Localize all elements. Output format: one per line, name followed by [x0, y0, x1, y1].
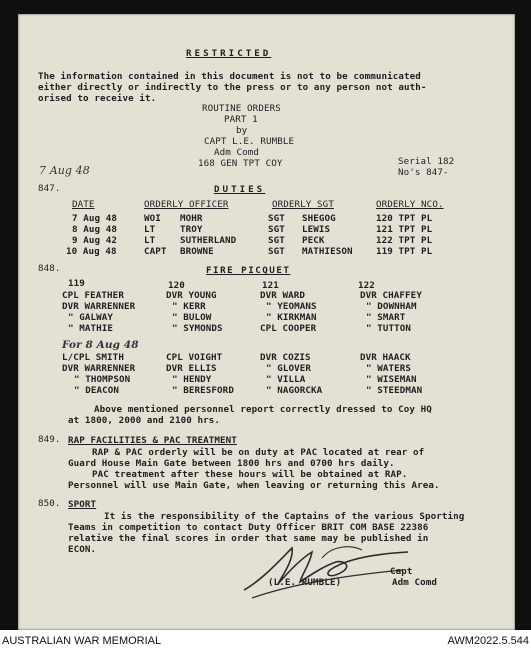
order-849-number: 849. — [38, 434, 61, 445]
order-849-line-3: PAC treatment after these hours will be obtained at RAP. — [92, 469, 408, 480]
duty-row-3-sgt: PECK — [302, 235, 325, 246]
picquet-2-r3-c2: " HENDY — [172, 374, 212, 385]
duty-row-2-nco: 121 TPT PL — [376, 224, 433, 235]
picquet-1-r1-c1: CPL FEATHER — [62, 290, 124, 301]
picquet-2-r4-c3: " NAGORCKA — [266, 385, 323, 396]
platoon-122: 122 — [358, 280, 375, 291]
picquet-2-r4-c1: " DEACON — [74, 385, 120, 396]
picquet-2-r2-c4: " WATERS — [366, 363, 412, 374]
picquet-2-r3-c4: " WISEMAN — [366, 374, 417, 385]
footer-bar — [0, 630, 531, 653]
picquet-1-r4-c3: CPL COOPER — [260, 323, 317, 334]
order-850-line-2: Teams in competition to contact Duty Officer BRIT COM BASE 22386 — [68, 522, 429, 533]
duties-header-officer: ORDERLY OFFICER — [144, 199, 229, 210]
footer-source-label: AUSTRALIAN WAR MEMORIAL — [2, 635, 162, 647]
heading-name: CAPT L.E. RUMBLE — [204, 136, 295, 147]
notice-line-2: either directly or indirectly to the press or to any person not auth- — [38, 82, 427, 93]
picquet-1-r1-c4: DVR CHAFFEY — [360, 290, 422, 301]
duty-row-1-date: 7 Aug 48 — [72, 213, 118, 224]
duty-row-4-officer: BROWNE — [180, 246, 214, 257]
duty-row-3-rank: LT — [144, 235, 156, 246]
duty-row-2-sgt-rank: SGT — [268, 224, 285, 235]
order-848-title: FIRE PICQUET — [206, 265, 291, 276]
picquet-2-r1-c2: CPL VOIGHT — [166, 352, 223, 363]
picquet-1-r2-c3: " YEOMANS — [266, 301, 317, 312]
heading-routine-orders: ROUTINE ORDERS — [202, 103, 281, 114]
order-849-line-2: Guard House Main Gate between 1800 hrs and 0700 hrs daily. — [68, 458, 395, 469]
picquet-report-line-1: Above mentioned personnel report correctly dressed to Coy HQ — [94, 404, 432, 415]
serial-number: Serial 182 — [398, 156, 455, 167]
duties-header-nco: ORDERLY NCO. — [376, 199, 444, 210]
picquet-1-r1-c2: DVR YOUNG — [166, 290, 217, 301]
duty-row-4-date: 10 Aug 48 — [66, 246, 117, 257]
duty-row-2-rank: LT — [144, 224, 156, 235]
picquet-1-r2-c2: " KERR — [172, 301, 206, 312]
duty-row-2-sgt: LEWIS — [302, 224, 331, 235]
order-849-line-1: RAP & PAC orderly will be on duty at PAC located at rear of — [92, 447, 425, 458]
picquet-2-r2-c1: DVR WARRENNER — [62, 363, 136, 374]
heading-by: by — [236, 125, 248, 136]
picquet-1-r4-c2: " SYMONDS — [172, 323, 223, 334]
duty-row-1-nco: 120 TPT PL — [376, 213, 433, 224]
platoon-120: 120 — [168, 280, 185, 291]
date-handwritten: 7 Aug 48 — [39, 164, 90, 177]
duty-row-3-officer: SUTHERLAND — [180, 235, 237, 246]
order-850-line-1: It is the responsibility of the Captains of the various Sporting — [104, 511, 465, 522]
duty-row-1-officer: MOHR — [180, 213, 203, 224]
duties-header-sgt: ORDERLY SGT — [272, 199, 334, 210]
order-847-title: DUTIES — [214, 184, 266, 195]
duties-header-date: DATE — [72, 199, 95, 210]
duty-row-4-sgt-rank: SGT — [268, 246, 285, 257]
notice-line-1: The information contained in this document is not to be communicated — [38, 71, 421, 82]
picquet-1-r3-c4: " SMART — [366, 312, 406, 323]
order-850-line-4: ECON. — [68, 544, 97, 555]
platoon-121: 121 — [262, 280, 279, 291]
duty-row-1-sgt: SHEGOG — [302, 213, 336, 224]
duty-row-2-officer: TROY — [180, 224, 203, 235]
sign-name: (L.E. RUMBLE) — [268, 577, 342, 588]
order-849-line-4: Personnel will use Main Gate, when leaving or returning this Area. — [68, 480, 440, 491]
picquet-1-r3-c1: " GALWAY — [68, 312, 114, 323]
order-850-title: SPORT — [68, 499, 97, 510]
duty-row-3-nco: 122 TPT PL — [376, 235, 433, 246]
duty-row-4-nco: 119 TPT PL — [376, 246, 433, 257]
duty-row-4-sgt: MATHIESON — [302, 246, 353, 257]
duty-row-1-sgt-rank: SGT — [268, 213, 285, 224]
restricted-heading: RESTRICTED — [186, 48, 272, 59]
picquet-2-r3-c1: " THOMPSON — [74, 374, 131, 385]
platoon-119: 119 — [68, 278, 85, 289]
sign-capt: Capt — [390, 566, 413, 577]
sign-role: Adm Comd — [392, 577, 438, 588]
order-850-line-3: relative the final scores in order that same may be published in — [68, 533, 429, 544]
picquet-2-r1-c4: DVR HAACK — [360, 352, 411, 363]
picquet-1-r2-c4: " DOWNHAM — [366, 301, 417, 312]
picquet-1-r3-c3: " KIRKMAN — [266, 312, 317, 323]
duty-row-4-rank: CAPT — [144, 246, 167, 257]
notice-line-3: orised to receive it. — [38, 93, 157, 104]
picquet-2-r4-c4: " STEEDMAN — [366, 385, 423, 396]
picquet-1-r3-c2: " BULOW — [172, 312, 212, 323]
picquet-2-r2-c2: DVR ELLIS — [166, 363, 217, 374]
picquet-2-r2-c3: " GLOVER — [266, 363, 312, 374]
heading-unit: 168 GEN TPT COY — [198, 158, 283, 169]
picquet-1-r1-c3: DVR WARD — [260, 290, 306, 301]
order-848-number: 848. — [38, 263, 61, 274]
duty-row-3-date: 9 Aug 42 — [72, 235, 118, 246]
duty-row-2-date: 8 Aug 48 — [72, 224, 118, 235]
heading-part: PART 1 — [224, 114, 258, 125]
footer-accession-number: AWM2022.5.544 — [447, 635, 529, 647]
order-numbers: No's 847- — [398, 167, 449, 178]
picquet-1-r4-c4: " TUTTON — [366, 323, 412, 334]
order-847-number: 847. — [38, 183, 61, 194]
order-849-title: RAP FACILITIES & PAC TREATMENT — [68, 435, 237, 446]
duty-row-1-rank: WOI — [144, 213, 161, 224]
picquet-2-r4-c2: " BERESFORD — [172, 385, 234, 396]
picquet-1-r4-c1: " MATHIE — [68, 323, 114, 334]
picquet-report-line-2: at 1800, 2000 and 2100 hrs. — [68, 415, 221, 426]
picquet-for-date: For 8 Aug 48 — [62, 339, 139, 351]
heading-role: Adm Comd — [214, 147, 260, 158]
picquet-2-r1-c1: L/CPL SMITH — [62, 352, 124, 363]
order-850-number: 850. — [38, 498, 61, 509]
picquet-1-r2-c1: DVR WARRENNER — [62, 301, 136, 312]
picquet-2-r3-c3: " VILLA — [266, 374, 306, 385]
picquet-2-r1-c3: DVR COZIS — [260, 352, 311, 363]
duty-row-3-sgt-rank: SGT — [268, 235, 285, 246]
